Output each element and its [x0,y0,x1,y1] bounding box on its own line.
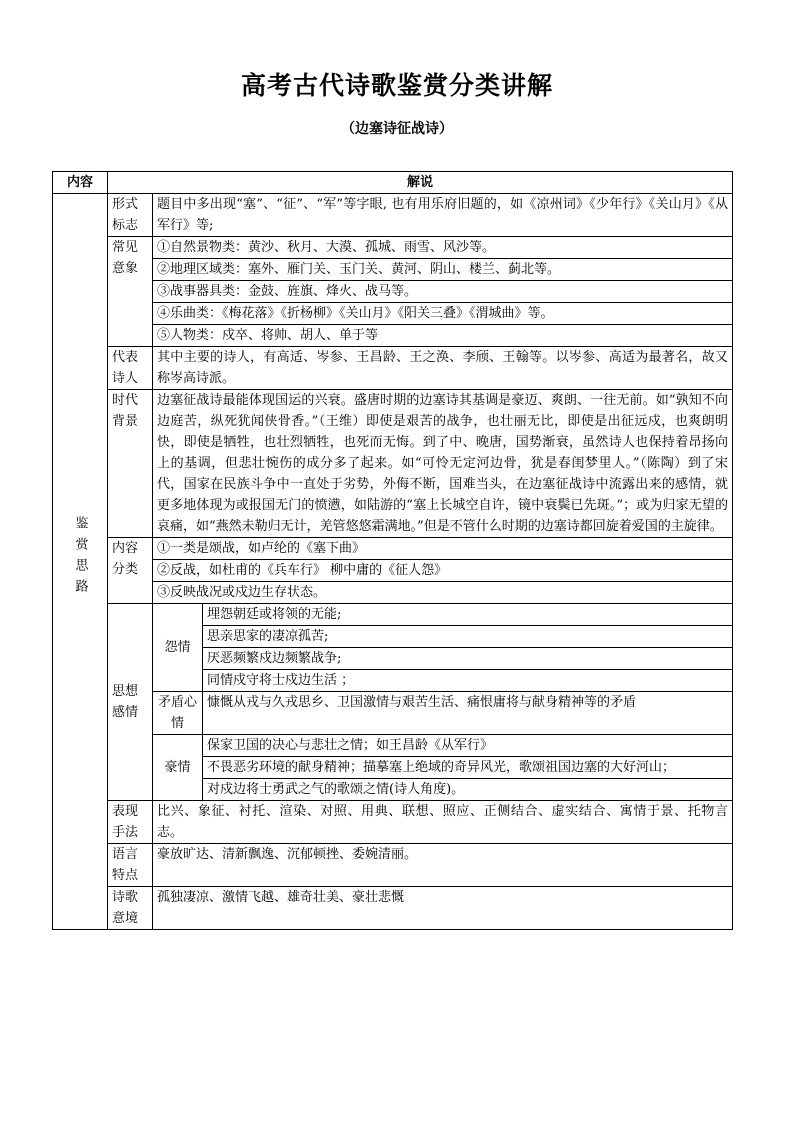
table-row [53,735,733,757]
heroism-item: 不畏恶劣环境的献身精神；描摹塞上绝域的奇异风光，歌颂祖国边塞的大好河山； [203,757,733,779]
table-row [53,303,733,325]
table-row [53,692,733,735]
table-row [53,844,733,887]
text-representative-poets: 其中主要的诗人，有高适、岑参、王昌龄、王之涣、李颀、王翰等。以岑参、高适为最著名，故又称岑高诗派。 [153,347,733,390]
label-heroism: 豪情 [153,735,203,801]
classification-item: ①一类是颂战，如卢纶的《塞下曲》 [153,538,733,560]
category-label: 鉴赏思路 [72,516,88,600]
heroism-item: 保家卫国的决心与悲壮之情；如王昌龄《从军行》 [203,735,733,757]
label-content-classification: 内容分类 [108,538,153,604]
resentment-item: 厌恶频繁戍边频繁战争; [203,648,733,670]
table-row [53,194,733,237]
label-common-imagery: 常见意象 [108,237,153,347]
label-language-features: 语言特点 [108,844,153,887]
imagery-item: ④乐曲类：《梅花落》《折杨柳》《关山月》《阳关三叠》《渭城曲》等。 [153,303,733,325]
label-poetic-mood: 诗歌意境 [108,887,153,930]
category-cell [53,194,108,930]
table-row [53,887,733,930]
table-row [53,390,733,538]
label-historical-background: 时代背景 [108,390,153,538]
table-row [53,325,733,347]
page-title: 高考古代诗歌鉴赏分类讲解 [240,71,553,100]
imagery-item: ①自然景物类：黄沙、秋月、大漠、孤城、雨雪、风沙等。 [153,237,733,259]
table-row [53,560,733,582]
resentment-item: 思亲思家的凄凉孤苦; [203,626,733,648]
analysis-table [52,171,733,930]
header-content: 内容 [53,172,108,194]
table-row [53,347,733,390]
label-resentment: 怨情 [153,604,203,692]
table-row [53,801,733,844]
resentment-item: 同情戍守将士戍边生活 ； [203,670,733,692]
label-representative-poets: 代表诗人 [108,347,153,390]
table-row [53,237,733,259]
label-form-markers: 形式标志 [108,194,153,237]
text-language-features: 豪放旷达、清新飘逸、沉郁顿挫、委婉清丽。 [153,844,733,887]
imagery-item: ⑤人物类：戍卒、将帅、胡人、单于等 [153,325,733,347]
table-header-row [53,172,733,194]
text-form-markers: 题目中多出现“塞”、“征”、“军”等字眼, 也有用乐府旧题的，如《凉州词》《少年行》《关山月》《从军行》等; [153,194,733,237]
imagery-item: ③战事器具类：金鼓、旌旗、烽火、战马等。 [153,281,733,303]
text-conflicted-feelings: 慷慨从戎与久戎思乡、卫国激情与艰苦生活、痛恨庸将与献身精神等的矛盾 [203,692,733,735]
table-row [53,538,733,560]
imagery-item: ②地理区域类：塞外、雁门关、玉门关、黄河、阴山、楼兰、蓟北等。 [153,259,733,281]
resentment-item: 埋怨朝廷或将领的无能; [203,604,733,626]
text-historical-background: 边塞征战诗最能体现国运的兴衰。盛唐时期的边塞诗其基调是豪迈、爽朗、一往无前。如“孰知不向边庭苦，纵死犹闻侠骨香。”（王维）即使是艰苦的战争，也壮丽无比，即使是出征远戍，也爽朗明快，即使是牺牲，也壮烈牺牲，也死而无悔。到了中、晚唐，国势渐衰，虽然诗人也保持着昂扬向上的基调，但悲壮惋伤的成分多了起来。如“可怜无定河边骨，犹是春闺梦里人。”（陈陶）到了宋代，国家在民族斗争中一直处于劣势，外侮不断，国难当头，在边塞征战诗中流露出来的感情，就更多地体现为或报国无门的愤懑，如陆游的“塞上长城空自许，镜中衰鬓已先斑。”；或为归家无望的哀痛，如“燕然未勒归无计，羌管悠悠霜满地。”但是不管什么时期的边塞诗都回旋着爱国的主旋律。 [153,390,733,538]
text-techniques: 比兴、象征、衬托、渲染、对照、用典、联想、照应、正侧结合、虚实结合、寓情于景、托物言志。 [153,801,733,844]
classification-item: ③反映战况或戍边生存状态。 [153,582,733,604]
table-row [53,281,733,303]
header-explanation: 解说 [108,172,733,194]
table-row [53,259,733,281]
page-subtitle: （边塞诗征战诗） [341,121,453,137]
classification-item: ②反战，如杜甫的《兵车行》 柳中庸的《征人怨》 [153,560,733,582]
text-poetic-mood: 孤独凄凉、激情飞越、雄奇壮美、豪壮悲慨 [153,887,733,930]
table-row [53,582,733,604]
heroism-item: 对戍边将士勇武之气的歌颂之情(诗人角度)。 [203,779,733,801]
label-techniques: 表现手法 [108,801,153,844]
label-thoughts-emotions: 思想感情 [108,604,153,801]
label-conflicted-feelings: 矛盾心情 [153,692,203,735]
table-row [53,604,733,626]
